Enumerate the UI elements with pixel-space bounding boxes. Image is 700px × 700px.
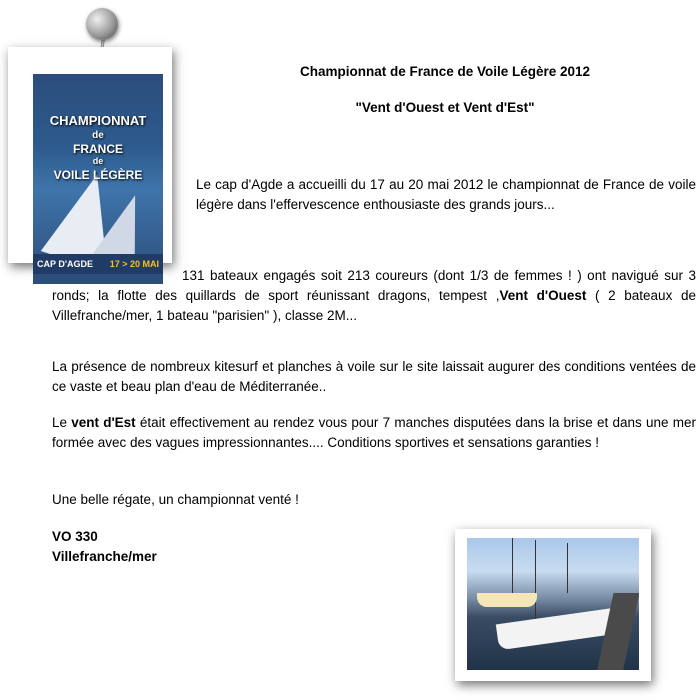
poster-line: VOILE LÉGÈRE (53, 168, 143, 182)
poster-dates: 17 > 20 MAI (109, 259, 159, 269)
paragraph-fleet (52, 266, 696, 326)
signature-club: Villefranche/mer (52, 549, 157, 564)
paragraph-races (52, 413, 696, 453)
harbor-photo (467, 538, 639, 670)
poster-line: de (92, 130, 104, 141)
harbor-photo-frame (455, 529, 651, 681)
poster-line: FRANCE (73, 142, 123, 156)
poster-line: de (92, 156, 104, 166)
poster-line: CHAMPIONNAT (49, 113, 147, 128)
boat-name-vent-est: vent d'Est (71, 415, 136, 430)
paragraph-conclusion: Une belle régate, un championnat venté ! (52, 492, 299, 507)
paragraph-races-start: Le (52, 415, 72, 430)
paragraph-races-text: était effectivement au rendez vous pour 7 manches disputées dans la brise et dans une mer formée avec des vagues impressionnantes.... Conditions sportives et sensations garanties ! (52, 415, 696, 450)
boat-mast (535, 540, 536, 620)
boat-name-vent-ouest: Vent d'Ouest (499, 288, 587, 303)
moored-boat (477, 593, 537, 607)
pushpin-icon (86, 8, 118, 40)
signature-boat: VO 330 (52, 529, 98, 544)
page-title: Championnat de France de Voile Légère 2012 (299, 64, 591, 79)
boat-mast (567, 543, 568, 593)
poster-place: CAP D'AGDE (37, 259, 93, 269)
paragraph-fleet-text-end: ( 2 bateaux de Villefranche/mer, 1 bateau "parisien" ), classe 2M... (52, 288, 696, 323)
paragraph-conditions: La présence de nombreux kitesurf et planches à voile sur le site laissait augurer des conditions ventées de ce vaste et beau plan d'eau de Méditerranée.. (52, 359, 696, 394)
boat-mast (512, 538, 513, 593)
paragraph-intro: Le cap d'Agde a accueilli du 17 au 20 mai 2012 le championnat de France de voile légère dans l'effervescence enthousiaste des grands jours... (196, 177, 696, 212)
moored-boat (496, 608, 618, 650)
paragraph-fleet-text: 131 bateaux engagés soit 213 coureurs (dont 1/3 de femmes ! ) ont navigué sur 3 ronds; la flotte des quillards de sport réunissant dragons, tempest , (52, 268, 696, 303)
championship-poster (33, 74, 163, 284)
page-subtitle: "Vent d'Ouest et Vent d'Est" (355, 100, 535, 115)
